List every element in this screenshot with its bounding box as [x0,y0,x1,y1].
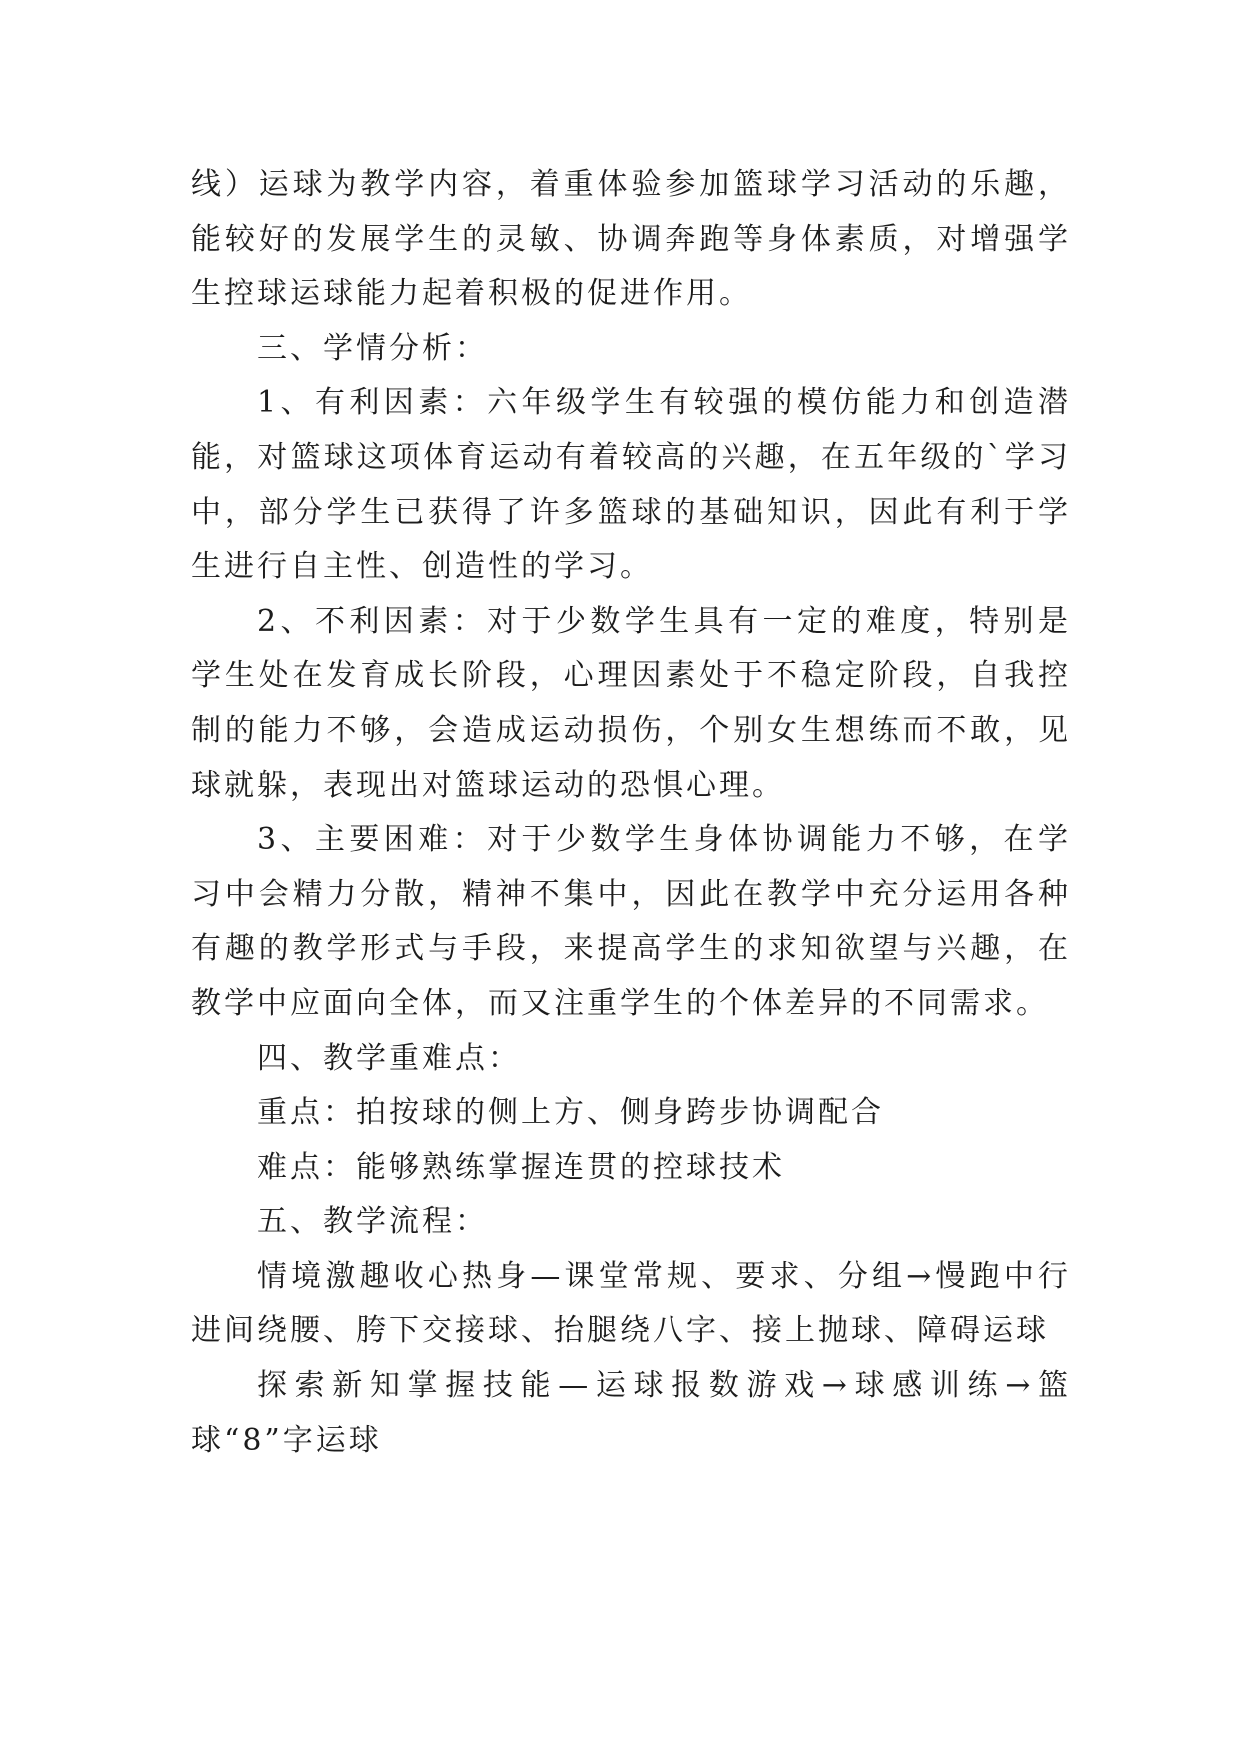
paragraph-warmup-flow: 情境激趣收心热身—课堂常规、要求、分组→慢跑中行进间绕腰、胯下交接球、抬腿绕八字、接上抛球、障碍运球 [191,1258,1071,1349]
paragraph-main-difficulties: 3、主要困难：对于少数学生身体协调能力不够，在学习中会精力分散，精神不集中，因此在教学中充分运用各种有趣的教学形式与手段，来提高学生的求知欲望与兴趣，在教学中应面向全体，而又注重学生的个体差异的不同需求。 [191,822,1071,1021]
paragraph-key-point: 重点：拍按球的侧上方、侧身跨步协调配合 [257,1095,884,1131]
paragraph-favorable-factors: 1、有利因素：六年级学生有较强的模仿能力和创造潜能，对篮球这项体育运动有着较高的兴趣，在五年级的`学习中，部分学生已获得了许多篮球的基础知识，因此有利于学生进行自主性、创造性的学习。 [191,385,1071,585]
section-heading-student-analysis: 三、学情分析： [257,330,488,366]
paragraph-explore-flow: 探索新知掌握技能—运球报数游戏→球感训练→篮球“8”字运球 [191,1368,1071,1458]
section-heading-teaching-process: 五、教学流程： [257,1204,488,1240]
paragraph-unfavorable-factors: 2、不利因素：对于少数学生具有一定的难度，特别是学生处在发育成长阶段，心理因素处于不稳定阶段，自我控制的能力不够，会造成运动损伤，个别女生想练而不敢，见球就躲，表现出对篮球运动的恐惧心理。 [191,603,1071,803]
paragraph-continued-intro: 线）运球为教学内容，着重体验参加篮球学习活动的乐趣，能较好的发展学生的灵敏、协调奔跑等身体素质，对增强学生控球运球能力起着积极的促进作用。 [191,167,1071,312]
paragraph-difficult-point: 难点：能够熟练掌握连贯的控球技术 [257,1149,785,1185]
document-body [191,158,1071,1468]
section-heading-key-points: 四、教学重难点： [257,1040,521,1076]
